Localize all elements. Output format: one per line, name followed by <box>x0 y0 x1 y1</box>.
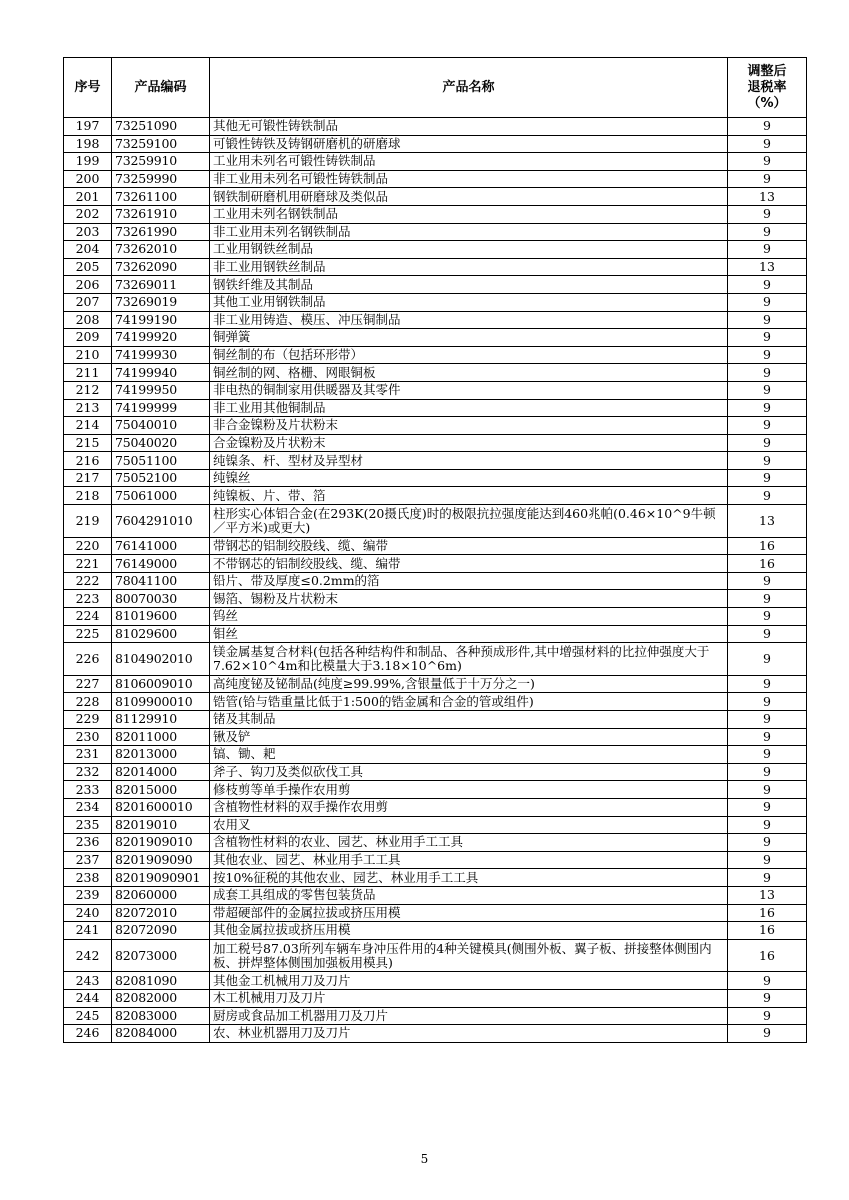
row-name: 锗及其制品 <box>210 711 728 729</box>
row-index: 211 <box>64 364 112 382</box>
table-row <box>64 989 807 1007</box>
row-name: 修枝剪等单手操作农用剪 <box>210 781 728 799</box>
header-code: 产品编码 <box>112 58 210 118</box>
row-code: 73261910 <box>112 205 210 223</box>
row-index: 199 <box>64 153 112 171</box>
table-row <box>64 311 807 329</box>
row-name: 锹及铲 <box>210 728 728 746</box>
row-index: 202 <box>64 205 112 223</box>
row-name: 铜丝制的布（包括环形带） <box>210 346 728 364</box>
row-rate: 9 <box>728 346 807 364</box>
row-index: 241 <box>64 922 112 940</box>
row-rate: 9 <box>728 364 807 382</box>
row-name: 纯镍丝 <box>210 469 728 487</box>
table-row <box>64 643 807 676</box>
row-index: 215 <box>64 434 112 452</box>
row-rate: 9 <box>728 608 807 626</box>
table-row <box>64 170 807 188</box>
row-index: 240 <box>64 904 112 922</box>
row-index: 232 <box>64 763 112 781</box>
row-code: 82081090 <box>112 972 210 990</box>
row-rate: 9 <box>728 834 807 852</box>
row-name: 成套工具组成的零售包装货品 <box>210 886 728 904</box>
row-index: 201 <box>64 188 112 206</box>
row-index: 220 <box>64 537 112 555</box>
row-index: 197 <box>64 118 112 136</box>
table-row <box>64 223 807 241</box>
row-index: 216 <box>64 452 112 470</box>
row-rate: 9 <box>728 399 807 417</box>
row-name: 铜丝制的网、格栅、网眼铜板 <box>210 364 728 382</box>
table-row <box>64 711 807 729</box>
row-rate: 9 <box>728 590 807 608</box>
row-code: 75040020 <box>112 434 210 452</box>
row-rate: 9 <box>728 170 807 188</box>
table-row <box>64 293 807 311</box>
row-rate: 9 <box>728 643 807 676</box>
row-index: 213 <box>64 399 112 417</box>
row-index: 236 <box>64 834 112 852</box>
table-row <box>64 364 807 382</box>
row-rate: 9 <box>728 781 807 799</box>
row-name: 非工业用铸造、模压、冲压铜制品 <box>210 311 728 329</box>
row-index: 245 <box>64 1007 112 1025</box>
row-code: 82082000 <box>112 989 210 1007</box>
page-number: 5 <box>420 1152 429 1166</box>
row-index: 224 <box>64 608 112 626</box>
row-rate: 9 <box>728 469 807 487</box>
row-code: 74199950 <box>112 381 210 399</box>
row-index: 207 <box>64 293 112 311</box>
row-code: 81129910 <box>112 711 210 729</box>
row-name: 按10%征税的其他农业、园艺、林业用手工工具 <box>210 869 728 887</box>
row-name: 木工机械用刀及刀片 <box>210 989 728 1007</box>
row-code: 76149000 <box>112 555 210 573</box>
row-index: 246 <box>64 1025 112 1043</box>
row-index: 244 <box>64 989 112 1007</box>
row-name: 镁金属基复合材料(包括各种结构件和制品、各种预成形件,其中增强材料的比拉伸强度大于7.62×10^4m和比模量大于3.18×10^6m) <box>210 643 728 676</box>
row-name: 锡箔、锡粉及片状粉末 <box>210 590 728 608</box>
table-row <box>64 746 807 764</box>
row-name: 含植物性材料的双手操作农用剪 <box>210 798 728 816</box>
row-rate: 9 <box>728 381 807 399</box>
row-rate: 9 <box>728 1007 807 1025</box>
row-name: 高纯度铋及铋制品(纯度≥99.99%,含银量低于十万分之一) <box>210 675 728 693</box>
header-index: 序号 <box>64 58 112 118</box>
row-name: 非电热的铜制家用供暖器及其零件 <box>210 381 728 399</box>
table-row <box>64 590 807 608</box>
row-code: 82019090901 <box>112 869 210 887</box>
row-rate: 9 <box>728 572 807 590</box>
row-rate: 9 <box>728 487 807 505</box>
row-name: 纯镍条、杆、型材及异型材 <box>210 452 728 470</box>
table-header-row <box>64 58 807 118</box>
row-name: 非工业用未列名可锻性铸铁制品 <box>210 170 728 188</box>
table-row <box>64 922 807 940</box>
row-name: 可锻性铸铁及铸钢研磨机的研磨球 <box>210 135 728 153</box>
row-rate: 9 <box>728 869 807 887</box>
row-rate: 16 <box>728 555 807 573</box>
row-index: 218 <box>64 487 112 505</box>
row-rate: 9 <box>728 329 807 347</box>
row-name: 其他无可锻性铸铁制品 <box>210 118 728 136</box>
table-row <box>64 434 807 452</box>
row-code: 82084000 <box>112 1025 210 1043</box>
table-row <box>64 834 807 852</box>
row-code: 82072090 <box>112 922 210 940</box>
row-rate: 9 <box>728 972 807 990</box>
row-index: 228 <box>64 693 112 711</box>
table-row <box>64 399 807 417</box>
table-row <box>64 241 807 259</box>
row-index: 229 <box>64 711 112 729</box>
row-rate: 9 <box>728 989 807 1007</box>
row-name: 加工税号87.03所列车辆车身冲压件用的4种关键模具(侧围外板、翼子板、拼接整体侧围内板、拼焊整体侧围加强板用模具) <box>210 939 728 972</box>
table-row <box>64 608 807 626</box>
table-row <box>64 904 807 922</box>
table-row <box>64 276 807 294</box>
row-code: 81019600 <box>112 608 210 626</box>
row-rate: 9 <box>728 711 807 729</box>
row-name: 铜弹簧 <box>210 329 728 347</box>
table-row <box>64 381 807 399</box>
row-index: 206 <box>64 276 112 294</box>
row-name: 带钢芯的铝制绞股线、缆、编带 <box>210 537 728 555</box>
row-rate: 9 <box>728 311 807 329</box>
row-index: 237 <box>64 851 112 869</box>
row-index: 231 <box>64 746 112 764</box>
table-row <box>64 135 807 153</box>
row-rate: 16 <box>728 904 807 922</box>
row-code: 73261100 <box>112 188 210 206</box>
row-code: 82013000 <box>112 746 210 764</box>
row-code: 82072010 <box>112 904 210 922</box>
row-name: 含植物性材料的农业、园艺、林业用手工工具 <box>210 834 728 852</box>
row-name: 工业用未列名钢铁制品 <box>210 205 728 223</box>
table-row <box>64 417 807 435</box>
table-row <box>64 118 807 136</box>
row-name: 非工业用钢铁丝制品 <box>210 258 728 276</box>
row-code: 82019010 <box>112 816 210 834</box>
row-code: 73261990 <box>112 223 210 241</box>
table-row <box>64 537 807 555</box>
row-code: 73262090 <box>112 258 210 276</box>
table-row <box>64 939 807 972</box>
row-name: 非工业用其他铜制品 <box>210 399 728 417</box>
row-code: 74199999 <box>112 399 210 417</box>
table-row <box>64 329 807 347</box>
table-row <box>64 572 807 590</box>
table-row <box>64 798 807 816</box>
row-name: 纯镍板、片、带、箔 <box>210 487 728 505</box>
row-rate: 9 <box>728 816 807 834</box>
row-name: 钼丝 <box>210 625 728 643</box>
row-name: 带超硬部件的金属拉拔或挤压用模 <box>210 904 728 922</box>
row-code: 73251090 <box>112 118 210 136</box>
row-index: 227 <box>64 675 112 693</box>
table-row <box>64 487 807 505</box>
row-index: 243 <box>64 972 112 990</box>
table-row <box>64 555 807 573</box>
row-code: 75061000 <box>112 487 210 505</box>
row-rate: 9 <box>728 1025 807 1043</box>
row-name: 工业用钢铁丝制品 <box>210 241 728 259</box>
row-rate: 9 <box>728 434 807 452</box>
row-rate: 9 <box>728 693 807 711</box>
header-name: 产品名称 <box>210 58 728 118</box>
row-code: 82014000 <box>112 763 210 781</box>
table-row <box>64 205 807 223</box>
row-name: 不带钢芯的铝制绞股线、缆、编带 <box>210 555 728 573</box>
tax-rebate-table <box>63 57 807 1043</box>
row-index: 209 <box>64 329 112 347</box>
row-index: 242 <box>64 939 112 972</box>
row-index: 239 <box>64 886 112 904</box>
row-name: 镐、锄、耙 <box>210 746 728 764</box>
row-name: 其他金工机械用刀及刀片 <box>210 972 728 990</box>
row-rate: 16 <box>728 939 807 972</box>
row-name: 钨丝 <box>210 608 728 626</box>
row-name: 农用叉 <box>210 816 728 834</box>
row-code: 74199190 <box>112 311 210 329</box>
row-code: 82073000 <box>112 939 210 972</box>
table-row <box>64 258 807 276</box>
row-rate: 16 <box>728 922 807 940</box>
row-rate: 9 <box>728 241 807 259</box>
table-row <box>64 763 807 781</box>
row-rate: 9 <box>728 205 807 223</box>
row-index: 204 <box>64 241 112 259</box>
row-rate: 9 <box>728 746 807 764</box>
row-index: 221 <box>64 555 112 573</box>
row-rate: 16 <box>728 537 807 555</box>
row-rate: 9 <box>728 798 807 816</box>
row-code: 74199930 <box>112 346 210 364</box>
table-row <box>64 188 807 206</box>
table-row <box>64 816 807 834</box>
row-rate: 13 <box>728 886 807 904</box>
row-index: 210 <box>64 346 112 364</box>
row-code: 82083000 <box>112 1007 210 1025</box>
row-code: 8106009010 <box>112 675 210 693</box>
row-name: 钢铁制研磨机用研磨球及类似品 <box>210 188 728 206</box>
row-code: 8201909090 <box>112 851 210 869</box>
row-name: 农、林业机器用刀及刀片 <box>210 1025 728 1043</box>
row-rate: 13 <box>728 258 807 276</box>
table-row <box>64 452 807 470</box>
row-index: 234 <box>64 798 112 816</box>
table-row <box>64 1025 807 1043</box>
table-row <box>64 469 807 487</box>
row-code: 80070030 <box>112 590 210 608</box>
row-rate: 13 <box>728 188 807 206</box>
row-code: 75051100 <box>112 452 210 470</box>
row-index: 230 <box>64 728 112 746</box>
row-index: 235 <box>64 816 112 834</box>
row-index: 222 <box>64 572 112 590</box>
table-row <box>64 851 807 869</box>
row-code: 7604291010 <box>112 505 210 538</box>
row-index: 226 <box>64 643 112 676</box>
row-rate: 9 <box>728 223 807 241</box>
table-body <box>64 118 807 1043</box>
row-name: 锆管(铪与锆重量比低于1:500的锆金属和合金的管或组件) <box>210 693 728 711</box>
table-row <box>64 693 807 711</box>
row-name: 工业用未列名可锻性铸铁制品 <box>210 153 728 171</box>
row-name: 钢铁纤维及其制品 <box>210 276 728 294</box>
row-code: 75040010 <box>112 417 210 435</box>
row-rate: 9 <box>728 417 807 435</box>
row-index: 198 <box>64 135 112 153</box>
row-rate: 9 <box>728 118 807 136</box>
row-index: 233 <box>64 781 112 799</box>
row-code: 73259990 <box>112 170 210 188</box>
row-index: 214 <box>64 417 112 435</box>
row-name: 合金镍粉及片状粉末 <box>210 434 728 452</box>
row-rate: 9 <box>728 153 807 171</box>
row-index: 203 <box>64 223 112 241</box>
row-code: 82015000 <box>112 781 210 799</box>
table-row <box>64 781 807 799</box>
row-code: 8109900010 <box>112 693 210 711</box>
row-rate: 9 <box>728 851 807 869</box>
row-index: 238 <box>64 869 112 887</box>
row-name: 厨房或食品加工机器用刀及刀片 <box>210 1007 728 1025</box>
row-name: 其他农业、园艺、林业用手工工具 <box>210 851 728 869</box>
row-code: 74199940 <box>112 364 210 382</box>
row-index: 225 <box>64 625 112 643</box>
row-code: 78041100 <box>112 572 210 590</box>
row-name: 非合金镍粉及片状粉末 <box>210 417 728 435</box>
row-index: 219 <box>64 505 112 538</box>
row-code: 8104902010 <box>112 643 210 676</box>
table-row <box>64 886 807 904</box>
row-rate: 9 <box>728 625 807 643</box>
row-rate: 9 <box>728 728 807 746</box>
table-row <box>64 625 807 643</box>
row-code: 73259100 <box>112 135 210 153</box>
row-rate: 9 <box>728 763 807 781</box>
row-code: 74199920 <box>112 329 210 347</box>
row-index: 223 <box>64 590 112 608</box>
row-rate: 9 <box>728 293 807 311</box>
header-rate: 调整后 退税率 （%） <box>728 58 807 118</box>
row-code: 73259910 <box>112 153 210 171</box>
row-name: 柱形实心体铝合金(在293K(20摄氏度)时的极限抗拉强度能达到460兆帕(0.46×10^9牛顿／平方米)或更大) <box>210 505 728 538</box>
table-row <box>64 728 807 746</box>
row-index: 200 <box>64 170 112 188</box>
row-code: 8201909010 <box>112 834 210 852</box>
table-row <box>64 972 807 990</box>
table-row <box>64 346 807 364</box>
row-code: 73269011 <box>112 276 210 294</box>
row-rate: 9 <box>728 276 807 294</box>
row-code: 73262010 <box>112 241 210 259</box>
row-name: 铅片、带及厚度≤0.2mm的箔 <box>210 572 728 590</box>
row-name: 斧子、钩刀及类似砍伐工具 <box>210 763 728 781</box>
row-name: 其他金属拉拔或挤压用模 <box>210 922 728 940</box>
row-rate: 9 <box>728 675 807 693</box>
row-name: 其他工业用钢铁制品 <box>210 293 728 311</box>
row-index: 217 <box>64 469 112 487</box>
row-code: 82060000 <box>112 886 210 904</box>
row-code: 76141000 <box>112 537 210 555</box>
row-code: 73269019 <box>112 293 210 311</box>
row-code: 8201600010 <box>112 798 210 816</box>
table-row <box>64 153 807 171</box>
table-row <box>64 869 807 887</box>
row-index: 205 <box>64 258 112 276</box>
row-index: 212 <box>64 381 112 399</box>
row-rate: 9 <box>728 135 807 153</box>
row-code: 81029600 <box>112 625 210 643</box>
row-index: 208 <box>64 311 112 329</box>
table-row <box>64 505 807 538</box>
table-row <box>64 675 807 693</box>
table-row <box>64 1007 807 1025</box>
row-rate: 13 <box>728 505 807 538</box>
row-code: 75052100 <box>112 469 210 487</box>
row-name: 非工业用未列名钢铁制品 <box>210 223 728 241</box>
row-code: 82011000 <box>112 728 210 746</box>
row-rate: 9 <box>728 452 807 470</box>
